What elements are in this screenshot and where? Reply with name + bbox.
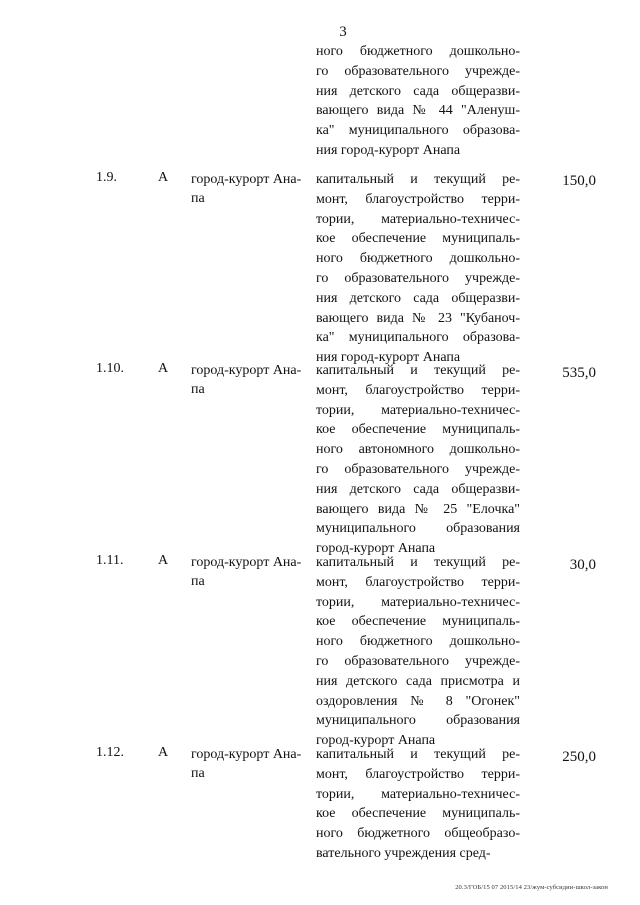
desc-line: вающего вида № 44 "Аленуш- — [316, 103, 520, 119]
row-amount: 30,0 — [569, 557, 596, 573]
desc-line: кое обеспечение муниципаль- — [316, 614, 520, 630]
row-letter: А — [158, 553, 169, 568]
desc-line: капитальный и текущий ре- — [316, 172, 520, 187]
desc-line: город-курорт Анапа — [316, 541, 436, 557]
row-description — [316, 553, 520, 751]
desc-line: го образовательного учрежде- — [316, 653, 520, 669]
location-line: па — [191, 574, 205, 589]
row-location — [191, 361, 311, 399]
desc-line: го образовательного учрежде- — [316, 461, 520, 477]
desc-line: тории, материально-техничес- — [316, 211, 520, 227]
desc-line: кое обеспечение муниципаль- — [316, 231, 520, 247]
desc-line: ного бюджетного дошкольно- — [316, 251, 520, 267]
desc-line: муниципального образования — [316, 521, 520, 537]
row-description — [316, 745, 520, 864]
desc-line: капитальный и текущий ре- — [316, 555, 520, 570]
row-amount: 250,0 — [562, 749, 596, 765]
row-description — [316, 170, 520, 368]
desc-line: ного бюджетного дошкольно- — [316, 634, 520, 650]
desc-line: ния детского сада общеразви- — [316, 481, 520, 497]
row-number: 1.11. — [96, 553, 124, 568]
desc-line: ния детского сада общеразви- — [316, 290, 520, 306]
location-line: па — [191, 382, 205, 397]
row-description — [316, 361, 520, 559]
desc-line: ного автономного дошкольно- — [316, 442, 520, 458]
desc-line: кое обеспечение муниципаль- — [316, 806, 520, 822]
row-number: 1.10. — [96, 361, 124, 376]
row-number: 1.12. — [96, 745, 124, 760]
row-location — [191, 553, 311, 591]
desc-line: кое обеспечение муниципаль- — [316, 422, 520, 438]
desc-line: вающего вида № 25 "Елочка" — [316, 501, 520, 517]
row-number: 1.9. — [96, 170, 117, 185]
desc-line: тории, материально-техничес- — [316, 786, 520, 802]
page-number: 3 — [339, 24, 347, 40]
desc-line: вающего вида № 23 "Кубаноч- — [316, 310, 520, 326]
row-location — [191, 170, 311, 208]
desc-line: ния город-курорт Анапа — [316, 350, 461, 366]
row-letter: А — [158, 170, 169, 185]
desc-line: тории, материально-техничес- — [316, 402, 520, 418]
desc-line: монт, благоустройство терри- — [316, 191, 520, 207]
desc-line: ка" муниципального образова- — [316, 123, 520, 139]
desc-line: муниципального образования — [316, 713, 520, 729]
location-line: город-курорт Ана- — [191, 363, 302, 378]
desc-line: ного бюджетного общеобразо- — [316, 826, 520, 842]
desc-line: ного бюджетного дошкольно- — [316, 44, 520, 59]
row-letter: А — [158, 361, 169, 376]
desc-line: го образовательного учрежде- — [316, 63, 520, 79]
desc-line: монт, благоустройство терри- — [316, 382, 520, 398]
desc-line: ния город-курорт Анапа — [316, 142, 461, 158]
desc-line: ния детского сада общеразви- — [316, 83, 520, 99]
desc-line: оздоровления № 8 "Огонек" — [316, 693, 520, 709]
location-line: па — [191, 191, 205, 206]
desc-line: го образовательного учрежде- — [316, 270, 520, 286]
desc-line: ния детского сада присмотра и — [316, 673, 520, 689]
location-line: город-курорт Ана- — [191, 172, 302, 187]
desc-line: тории, материально-техничес- — [316, 594, 520, 610]
desc-line: капитальный и текущий ре- — [316, 363, 520, 378]
desc-line: монт, благоустройство терри- — [316, 766, 520, 782]
location-line: город-курорт Ана- — [191, 747, 302, 762]
desc-line: вательного учреждения сред- — [316, 845, 491, 861]
location-line: город-курорт Ана- — [191, 555, 302, 570]
desc-line: монт, благоустройство терри- — [316, 574, 520, 590]
location-line: па — [191, 766, 205, 781]
row-letter: А — [158, 745, 169, 760]
desc-line: капитальный и текущий ре- — [316, 747, 520, 762]
row-amount: 535,0 — [562, 365, 596, 381]
continuation-description — [316, 42, 520, 161]
row-location — [191, 745, 311, 783]
document-footer-code: 20.3/ГОБ/15 07 2015/14 23/жум-субсидии-школ-закон — [455, 884, 608, 891]
desc-line: ка" муниципального образова- — [316, 330, 520, 346]
desc-line: город-курорт Анапа — [316, 733, 436, 749]
row-amount: 150,0 — [562, 173, 596, 189]
